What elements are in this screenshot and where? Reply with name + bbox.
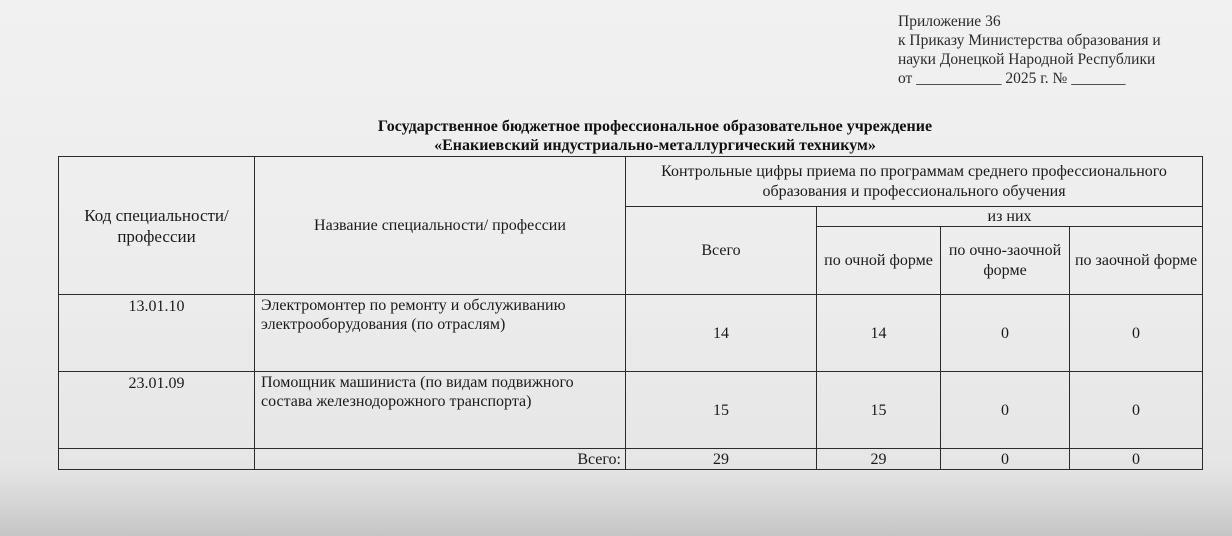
- header-control-figures: Контрольные цифры приема по программам среднего профессионального образования и профессионального обучения: [626, 157, 1203, 207]
- header-code: Код специальности/ профессии: [59, 157, 255, 295]
- summary-total: 29: [626, 449, 817, 470]
- header-row-1: [59, 157, 1203, 207]
- row-full-time: 14: [817, 295, 941, 372]
- title-line-1: Государственное бюджетное профессиональное образовательное учреждение: [377, 118, 933, 135]
- row-code: 13.01.10: [59, 295, 255, 372]
- admission-table: [58, 156, 1203, 470]
- summary-row: [59, 449, 1203, 470]
- row-part-time: 0: [941, 295, 1070, 372]
- appendix-line-1: Приложение 36: [898, 13, 1001, 30]
- summary-part-time: 0: [941, 449, 1070, 470]
- header-total: Всего: [626, 207, 817, 295]
- title-line-2: «Енакиевский индустриально-металлургический техникум»: [434, 137, 876, 154]
- paper-shadow: [0, 470, 1232, 536]
- row-total: 15: [626, 372, 817, 449]
- summary-full-time: 29: [817, 449, 941, 470]
- table-row: [59, 372, 1203, 449]
- row-code: 23.01.09: [59, 372, 255, 449]
- appendix-line-2: к Приказу Министерства образования и: [898, 32, 1161, 49]
- row-distance: 0: [1070, 372, 1203, 449]
- row-name: Электромонтер по ремонту и обслуживанию электрооборудования (по отраслям): [255, 295, 626, 372]
- header-part-time: по очно-заочной форме: [941, 227, 1070, 295]
- header-full-time: по очной форме: [817, 227, 941, 295]
- appendix-line-4: от ___________ 2025 г. № _______: [898, 70, 1126, 87]
- summary-distance: 0: [1070, 449, 1203, 470]
- appendix-note: [898, 12, 1228, 88]
- summary-empty-code: [59, 449, 255, 470]
- document-title: [0, 117, 1232, 155]
- row-total: 14: [626, 295, 817, 372]
- row-name: Помощник машиниста (по видам подвижного состава железнодорожного транспорта): [255, 372, 626, 449]
- appendix-line-3: науки Донецкой Народной Республики: [898, 51, 1156, 68]
- header-name: Название специальности/ профессии: [255, 157, 626, 295]
- header-of-them: из них: [817, 207, 1203, 227]
- header-distance: по заочной форме: [1070, 227, 1203, 295]
- row-distance: 0: [1070, 295, 1203, 372]
- row-full-time: 15: [817, 372, 941, 449]
- row-part-time: 0: [941, 372, 1070, 449]
- table-row: [59, 295, 1203, 372]
- summary-label: Всего:: [255, 449, 626, 470]
